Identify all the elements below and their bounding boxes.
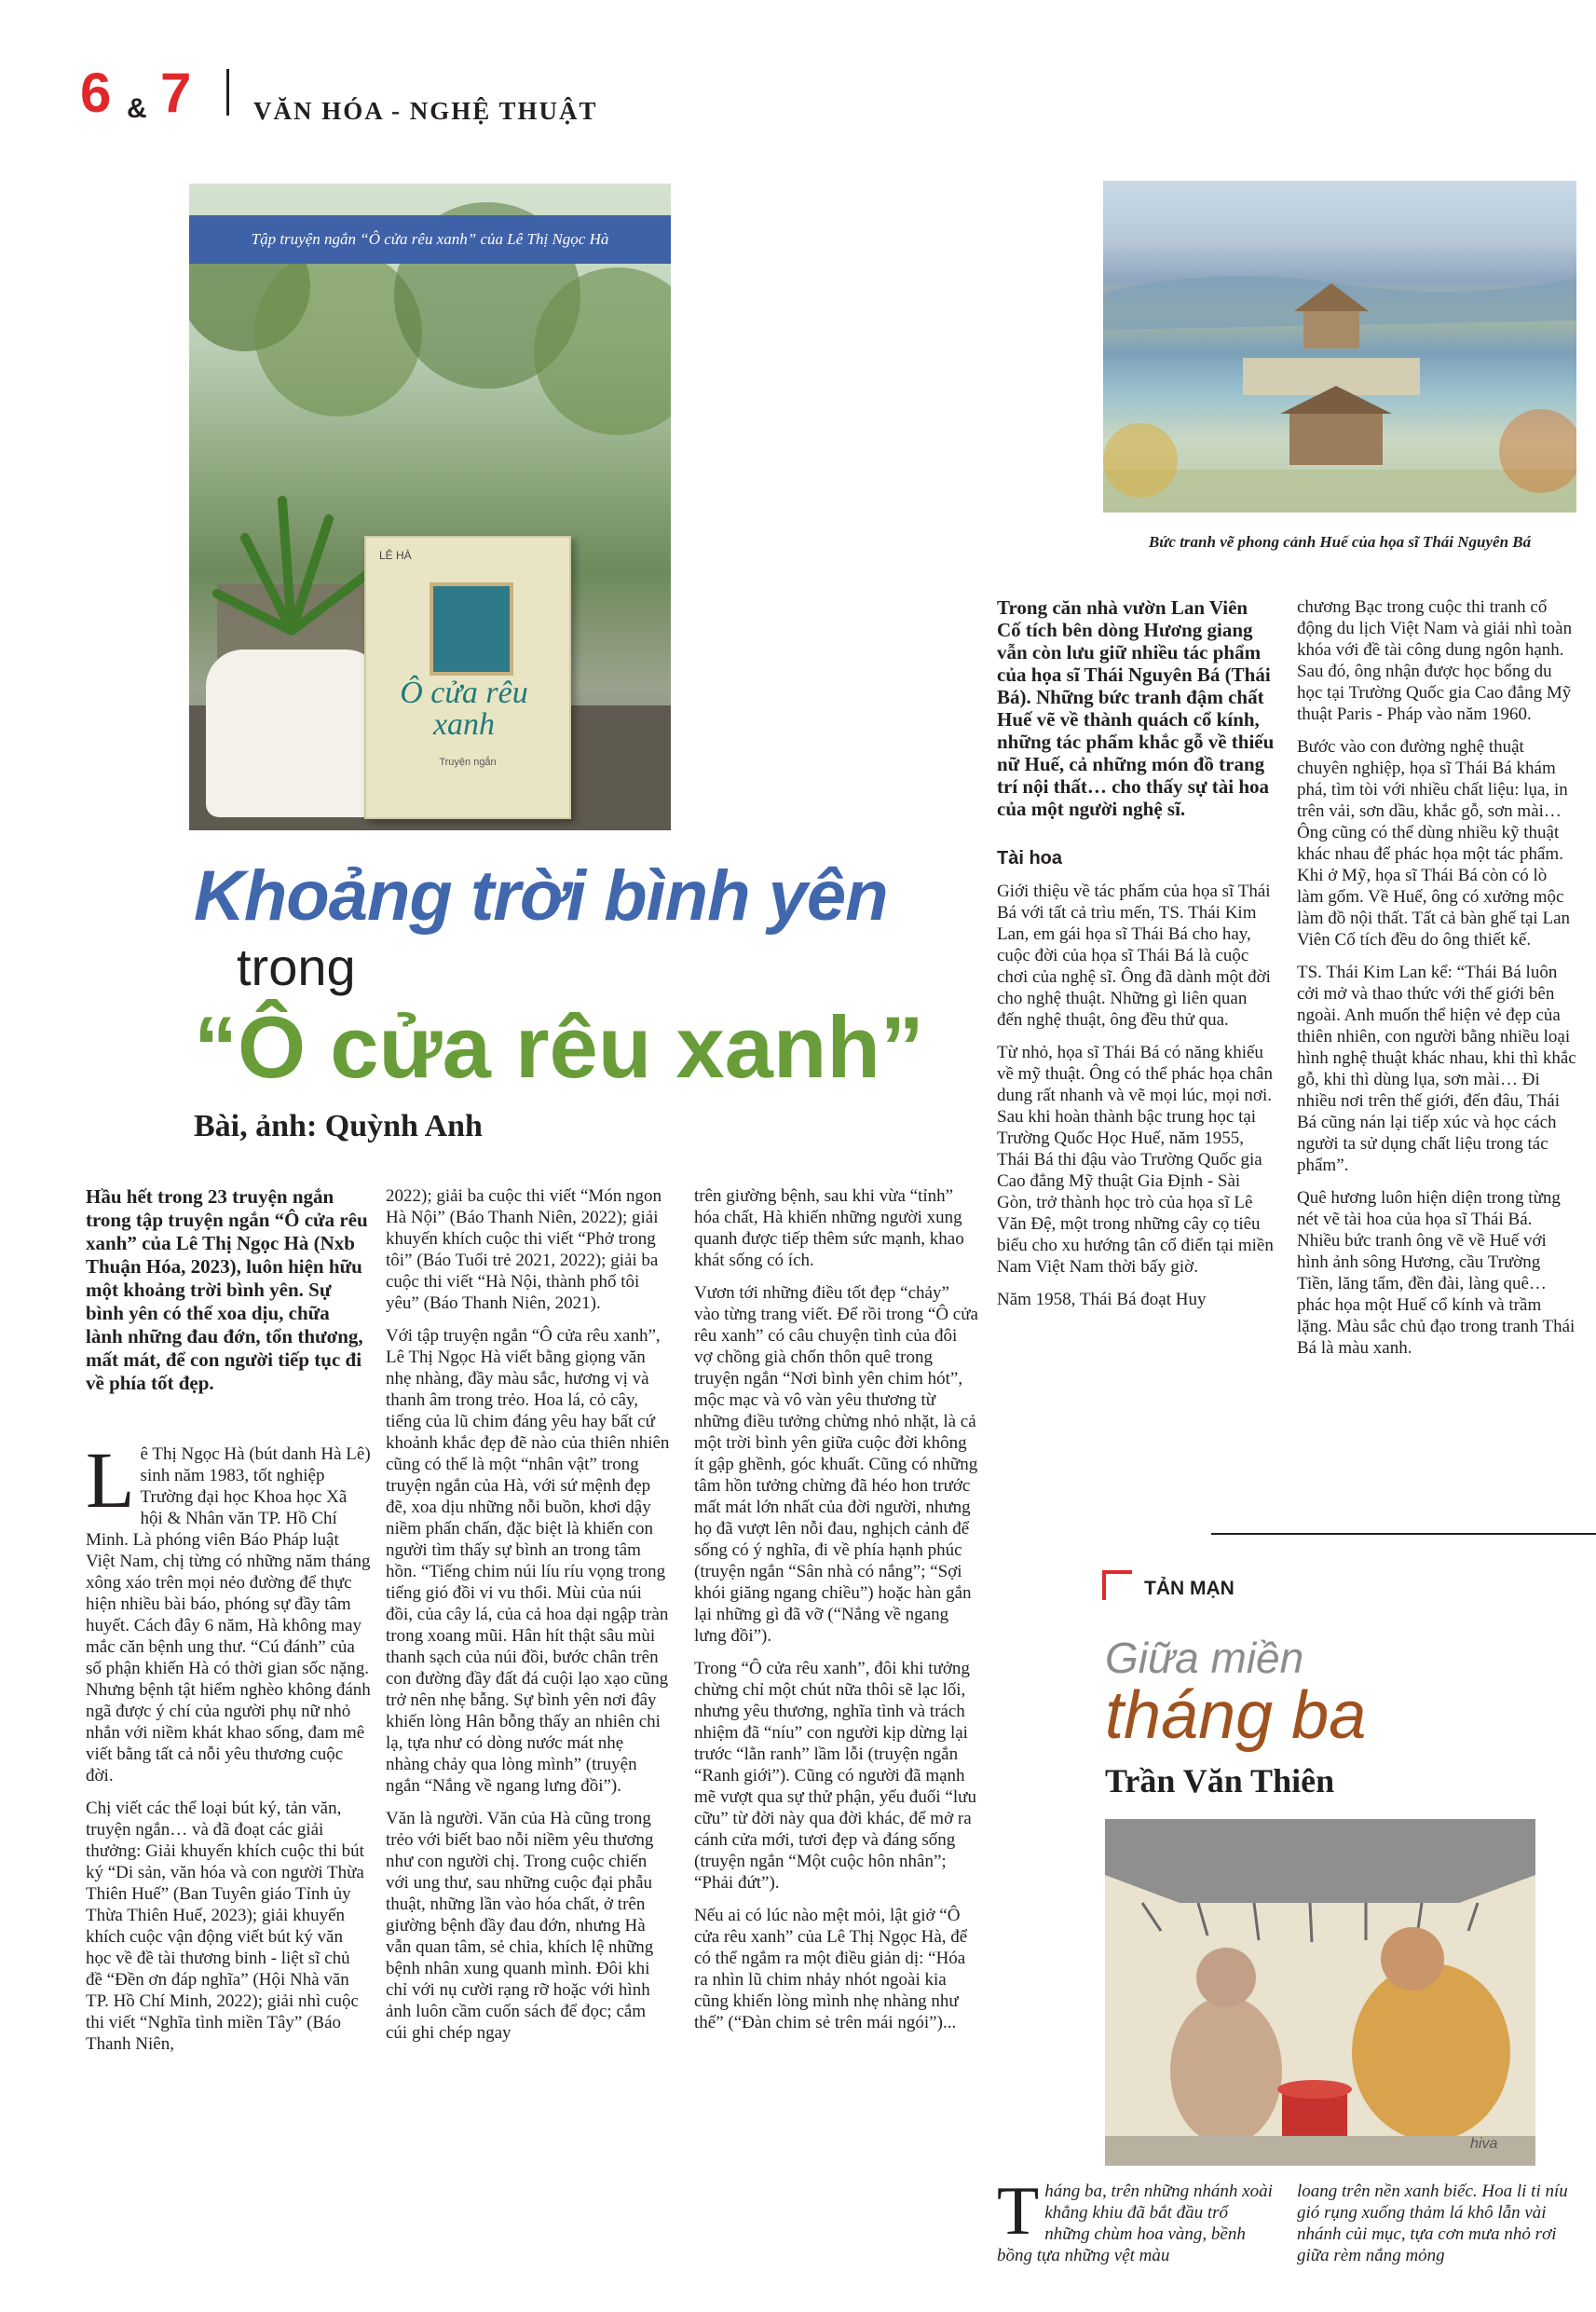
headline-line3: “Ô cửa rêu xanh” bbox=[194, 998, 924, 1096]
article-paragraph: ê Thị Ngọc Hà (bút danh Hà Lê) sinh năm 1983, tốt nghiệp Trường đại học Khoa học Xã hội & Nhân văn TP. Hồ Chí Minh. Là phóng viên Báo Pháp luật Việt Nam, chị từng có những năm tháng xông xáo trên mọi nẻo đường để thực hiện nhiều bài báo, phóng sự đầy tâm huyết. Cách đây 6 năm, Hà không may mắc căn bệnh ung thư. “Cú đánh” của số phận khiến Hà có thời gian sốc nặng. Nhưng bệnh tật hiểm nghèo không đánh ngã được ý chí của người phụ nữ nhỏ nhắn với niềm khát khao sống, đam mê viết bằng tất cả nỗi yêu thương cuộc đời. bbox=[86, 1444, 371, 1785]
book-cover bbox=[364, 536, 571, 819]
article-paragraph: Chị viết các thể loại bút ký, tản văn, truyện ngắn… và đã đoạt các giải thưởng: Giải khuyến khích cuộc thi bút ký “Di sản, văn hóa và con người Thừa Thiên Huế” (Ban Tuyên giáo Tỉnh ủy Thừa Thiên Huế, 2023); giải khuyến khích cuộc vận động viết bút ký văn học về đề tài thương binh - liệt sĩ chủ đề “Đền ơn đáp nghĩa” (Hội Nhà văn TP. Hồ Chí Minh, 2022); giải nhì cuộc thi viết “Nghĩa tình miền Tây” (Báo Thanh Niên, bbox=[86, 1799, 364, 2054]
page-number-right: 7 bbox=[160, 62, 192, 124]
tan-man-author: Trần Văn Thiên bbox=[1105, 1762, 1335, 1799]
article2-column-1 bbox=[997, 596, 1276, 1321]
tan-man-bracket-icon bbox=[1102, 1570, 1132, 1600]
painting-illustration bbox=[1103, 181, 1576, 513]
article2-paragraph: chương Bạc trong cuộc thi tranh cổ động du lịch Việt Nam và giải nhì toàn khóa với đề tài công dung ngôn hạnh. Sau đó, ông nhận được học bổng du học tại Trường Quốc gia Cao đẳng Mỹ thuật Paris - Pháp vào năm 1960. bbox=[1297, 597, 1573, 724]
article-paragraph: Với tập truyện ngắn “Ô cửa rêu xanh”, Lê Thị Ngọc Hà viết bằng giọng văn nhẹ nhàng, đầy màu sắc, hương vị và thanh âm trong trẻo. Hoa lá, cỏ cây, tiếng của lũ chim đáng yêu hay bất cứ khoảnh khắc đẹp đẽ nào của thiên nhiên cũng có thể là một “nhân vật” trong truyện ngắn của Hà, với sứ mệnh đẹp đẽ, xoa dịu những nỗi buồn, khơi dậy niềm phấn chấn, đặc biệt là khiến con người tìm thấy sự bình an trong tâm hồn. “Tiếng chim núi líu ríu vọng trong tiếng gió đồi vi vu thổi. Mùi của núi đồi, của cây lá, của cả hoa dại ngập tràn trong xoang mũi. Hân hít thật sâu mùi thanh sạch của núi đồi, bước chân trên con đường đầy đất đá cuội lạo xạo cũng trở nên nhẹ bẫng. Sự bình yên nơi đây khiến lòng Hân bỗng thấy an nhiên chi lạ, tựa như có dòng nước mát nhẹ nhàng chảy qua lòng mình” (truyện ngắn “Nắng về ngang lưng đồi”). bbox=[386, 1326, 670, 1796]
article2-column-2 bbox=[1297, 596, 1576, 1370]
tan-man-drop-cap: T bbox=[997, 2173, 1040, 2250]
tan-man-text-col1 bbox=[997, 2173, 1275, 2266]
book-cover-author: LÊ HÀ bbox=[379, 549, 412, 562]
article2-paragraph: Bước vào con đường nghệ thuật chuyên nghiệp, họa sĩ Thái Bá khám phá, tìm tòi với nhiều chất liệu: lụa, in trên vải, sơn dầu, khắc gỗ, sơn mài… Ông cũng có thể dùng nhiều kỹ thuật khác nhau để phác họa một tác phẩm. Khi ở Mỹ, họa sĩ Thái Bá còn có lò làm gốm. Về Huế, ông có xưởng mộc làm đồ nội thất. Tất cả bàn ghế tại Lan Viên Cố tích đều do ông thiết kế. bbox=[1297, 737, 1570, 950]
drop-cap: L bbox=[86, 1435, 135, 1525]
headline-line1: Khoảng trời bình yên bbox=[194, 856, 888, 936]
book-photo bbox=[189, 184, 671, 830]
article2-paragraph: Giới thiệu về tác phẩm của họa sĩ Thái Bá với tất cả trìu mến, TS. Thái Kim Lan, em gái họa sĩ Thái Bá cho hay, cuộc đời của họa sĩ Thái Bá là cuộc chơi của nghệ sĩ. Ông đã dành một đời cho nghệ thuật. Những gì liên quan đến nghệ thuật, ông đều thử qua. bbox=[997, 882, 1271, 1030]
article-paragraph: 2022); giải ba cuộc thi viết “Món ngon Hà Nội” (Báo Thanh Niên, 2022); giải khuyến khích cuộc thi viết “Phở trong tôi” (Báo Tuổi trẻ 2021, 2022); giải ba cuộc thi viết “Hà Nội, thành phố tôi yêu” (Báo Thanh Niên, 2021). bbox=[386, 1186, 662, 1313]
header-divider bbox=[226, 69, 229, 116]
article2-paragraph: Từ nhỏ, họa sĩ Thái Bá có năng khiếu về mỹ thuật. Ông có thể phác họa chân dung rất nhanh và vẽ mọi lúc, mọi nơi. Sau khi hoàn thành bậc trung học tại Trường Quốc Học Huế, năm 1955, Thái Bá thi đậu vào Trường Quốc gia Cao đẳng Mỹ thuật Gia Định - Sài Gòn, trở thành học trò của họa sĩ Lê Văn Đệ, một trong những cây cọ tiêu biểu cho xu hướng tân cổ điển tại miền Nam Việt Nam thời bấy giờ. bbox=[997, 1043, 1274, 1277]
article-column-1 bbox=[86, 1185, 371, 2066]
article2-paragraph: TS. Thái Kim Lan kể: “Thái Bá luôn cởi mở và thao thức với thế giới bên ngoài. Anh muốn thể hiện vẻ đẹp của thiên nhiên, con người bằng nhiều loại hình nghệ thuật khác nhau, khi thì khắc gỗ, khi thì dùng lụa, sơn mài… Đi nhiều nơi trên thế giới, đến đâu, Thái Bá cũng nán lại tiếp xúc và học cách người ta sử dụng chất liệu trong tác phẩm”. bbox=[1297, 963, 1576, 1175]
book-cover-subtitle: Truyện ngắn bbox=[439, 757, 497, 768]
plant-pot bbox=[206, 650, 383, 817]
article-column-3 bbox=[694, 1185, 979, 2045]
article2-subhead: Tài hoa bbox=[997, 848, 1063, 869]
page-number-ampersand: & bbox=[127, 93, 147, 124]
painting-caption: Bức tranh vẽ phong cảnh Huế của họa sĩ Thái Nguyên Bá bbox=[1148, 533, 1532, 551]
book-photo-banner: Tập truyện ngắn “Ô cửa rêu xanh” của Lê Thị Ngọc Hà bbox=[189, 215, 671, 264]
tan-man-title-line2: tháng ba bbox=[1105, 1678, 1367, 1753]
tan-man-title-line1: Giữa miền bbox=[1105, 1634, 1304, 1682]
page-number-left: 6 bbox=[80, 62, 112, 124]
article-lead: Hầu hết trong 23 truyện ngắn trong tập truyện ngắn “Ô cửa rêu xanh” của Lê Thị Ngọc Hà (Nxb Thuận Hóa, 2023), luôn hiện hữu một khoảng trời bình yên. Sự bình yên có thể xoa dịu, chữa lành những đau đớn, tổn thương, mất mát, để con người tiếp tục đi về phía tốt đẹp. bbox=[86, 1185, 368, 1394]
tan-man-rule bbox=[1211, 1533, 1596, 1535]
tan-man-label: TẢN MẠN bbox=[1144, 1578, 1235, 1599]
article2-paragraph: Quê hương luôn hiện diện trong từng nét vẽ tài hoa của họa sĩ Thái Bá. Nhiều bức tranh ông vẽ về Huế với hình ảnh sông Hương, cầu Trường Tiền, lăng tẩm, đền đài, làng quê… phác họa một Huế cổ kính và trầm lặng. Màu sắc chủ đạo trong tranh Thái Bá là màu xanh. bbox=[1297, 1188, 1576, 1358]
byline: Bài, ảnh: Quỳnh Anh bbox=[194, 1109, 483, 1143]
article-paragraph: trên giường bệnh, sau khi vừa “tỉnh” hóa chất, Hà khiến những người xung quanh được tiếp thêm sức mạnh, khao khát sống có ích. bbox=[694, 1186, 964, 1270]
article2-paragraph: Năm 1958, Thái Bá đoạt Huy bbox=[997, 1290, 1207, 1309]
article-paragraph: Văn là người. Văn của Hà cũng trong trẻo với biết bao nỗi niềm yêu thương như con người chị. Trong cuộc chiến với ung thư, sau những cuộc đại phẫu thuật, những lần vào hóa chất, ở trên giường bệnh đầy đau đớn, nhưng Hà vẫn quan tâm, sẻ chia, khích lệ những bệnh nhân xung quanh mình. Đôi khi chỉ với nụ cười rạng rỡ hoặc với hình ảnh luôn cầm cuốn sách để đọc; cắm cúi ghi chép ngay bbox=[386, 1809, 654, 2043]
article-column-2 bbox=[386, 1185, 671, 2055]
book-cover-window-illustration bbox=[430, 582, 513, 676]
tan-man-paragraph: loang trên nền xanh biếc. Hoa li ti níu gió rụng xuống thảm lá khô lẫn vài nhánh củi mục, tựa cơn mưa nhỏ rơi giữa rèm nắng mỏng bbox=[1297, 2182, 1568, 2265]
tan-man-text-col2 bbox=[1297, 2181, 1576, 2266]
book-cover-title: Ô cửa rêu xanh bbox=[400, 676, 528, 742]
sketch-illustration bbox=[1105, 1819, 1535, 2166]
headline-line2: trong bbox=[237, 937, 356, 996]
sketch-signature: hiva bbox=[1470, 2136, 1498, 2152]
article-paragraph: Trong “Ô cửa rêu xanh”, đôi khi tưởng chừng chỉ một chút nữa thôi sẽ lạc lối, nhưng yêu thương, nghĩa tình và trách nhiệm đã “níu” con người kịp dừng lại trước “lằn ranh” lầm lỗi (truyện ngắn “Ranh giới”). Cũng có người đã mạnh mẽ vượt qua sự thử phận, yếu đuối “lưu cữu” từ đời này qua đời khác, để mở ra cánh cửa mới, tươi đẹp và đáng sống (truyện ngắn “Một cuộc hôn nhân”; “Phải đứt”). bbox=[694, 1659, 976, 1893]
hue-landscape-painting bbox=[1103, 181, 1576, 513]
article2-lead: Trong căn nhà vườn Lan Viên Cố tích bên dòng Hương giang vẫn còn lưu giữ nhiều tác phẩm của họa sĩ Thái Nguyên Bá (Thái Bá). Những bức tranh đậm chất Huế vẽ về thành quách cổ kính, những tác phẩm khắc gỗ về thiếu nữ Huế, cả những món đồ trang trí nội thất… cho thấy sự tài hoa của một người nghệ sĩ. bbox=[997, 596, 1275, 820]
tan-man-paragraph: háng ba, trên những nhánh xoài khẳng khiu đã bắt đầu trổ những chùm hoa vàng, bềnh bồng tựa những vệt màu bbox=[997, 2182, 1273, 2265]
section-title: VĂN HÓA - NGHỆ THUẬT bbox=[253, 97, 598, 125]
tan-man-sketch bbox=[1105, 1819, 1535, 2166]
article-paragraph: Vươn tới những điều tốt đẹp “chảy” vào từng trang viết. Để rồi trong “Ô cửa rêu xanh” có câu chuyện tình của đôi vợ chồng già chốn thôn quê trong truyện ngắn “Nơi bình yên chim hót”, mộc mạc và vô vàn yêu thương từ những điều tưởng chừng nhỏ nhặt, là cả một trời bình yên giữa cuộc đời không ít gập ghềnh, góc khuất. Cũng có những tâm hồn tưởng chừng đã héo hon trước mất mát lớn nhất của đời người, nhưng họ đã vượt lên nỗi đau, nghịch cảnh để sống có ý nghĩa, đi về phía hạnh phúc (truyện ngắn “Sân nhà có nắng”; “Sợi khói giăng ngang chiều”) hoặc hàn gắn lại những gì đã vỡ (“Nắng về ngang lưng đồi”). bbox=[694, 1283, 978, 1646]
article-paragraph: Nếu ai có lúc nào mệt mỏi, lật giở “Ô cửa rêu xanh” của Lê Thị Ngọc Hà, để có thể ngắm ra một điều giản dị: “Hóa ra nhìn lũ chim nhảy nhót ngoài kia cũng khiến lòng mình nhẹ nhàng như thế” (“Đàn chim sẻ trên mái ngói”)... bbox=[694, 1906, 968, 2032]
